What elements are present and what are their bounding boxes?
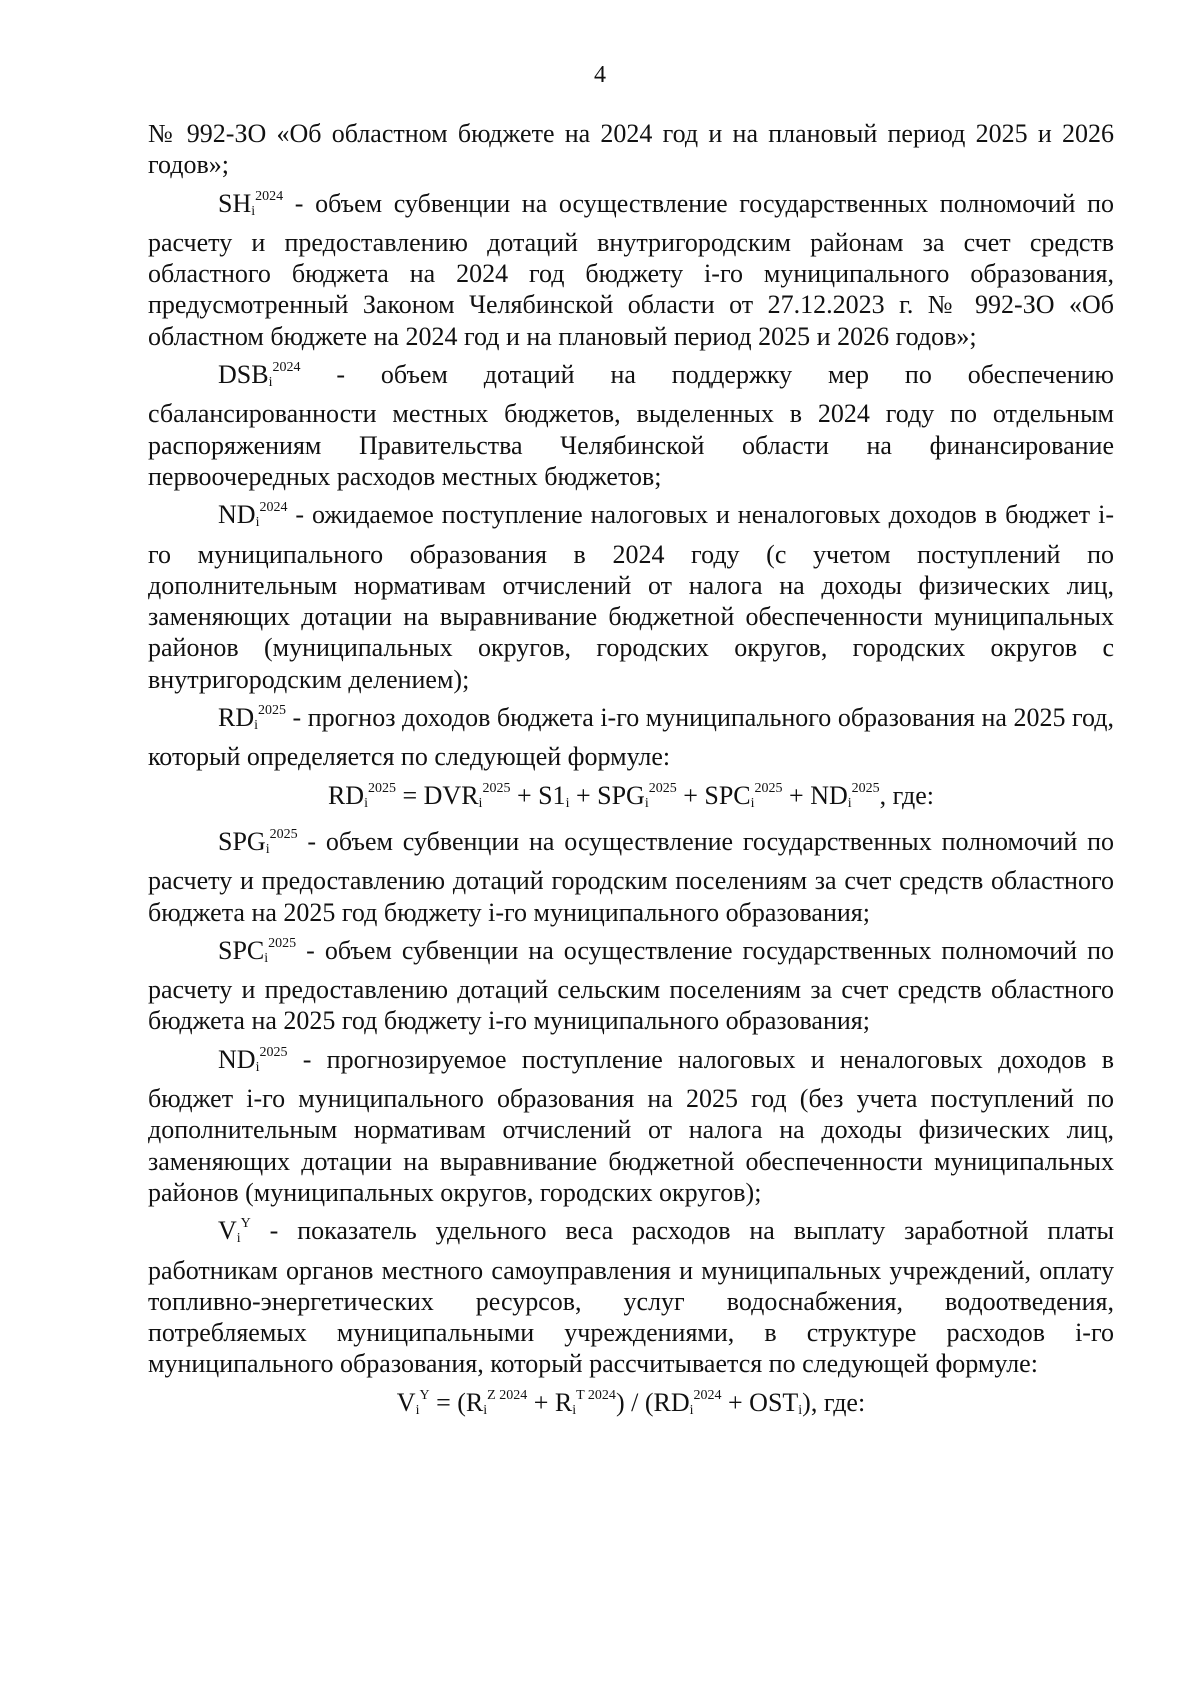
subscript: i xyxy=(689,1402,694,1418)
subscript: i xyxy=(268,375,273,391)
definition-nd-2024 xyxy=(148,492,1114,695)
subscript: i xyxy=(483,1402,488,1418)
definition-text: - объем субвенции на осуществление государственных полномочий по расчету и предоставлению дотаций сельским поселениям за счет средств областного бюджета на 2025 год бюджету i-го муниципального образования; xyxy=(148,935,1114,1036)
subscript: i xyxy=(236,1231,241,1247)
superscript: 2024 xyxy=(259,500,288,516)
superscript: 2025 xyxy=(258,703,287,719)
formula-term: + R xyxy=(527,1387,573,1417)
formula-term: + S1 xyxy=(510,780,566,810)
definition-nd-2025 xyxy=(148,1037,1114,1208)
symbol: DSB xyxy=(218,360,269,390)
subscript: i xyxy=(251,203,256,219)
subscript: i xyxy=(415,1402,420,1418)
superscript: 2025 xyxy=(269,826,298,842)
definition-text: - объем субвенции на осуществление государственных полномочий по расчету и предоставлению дотаций городским поселениям за счет средств областного бюджета на 2025 год бюджету i-го муниципального образования; xyxy=(148,826,1114,927)
subscript: i xyxy=(254,718,259,734)
superscript: 2025 xyxy=(851,780,880,796)
superscript: 2025 xyxy=(259,1044,288,1060)
subscript: i xyxy=(644,795,649,811)
definition-spg xyxy=(148,819,1114,928)
superscript: 2024 xyxy=(272,360,301,376)
definition-dsb xyxy=(148,352,1114,492)
superscript: 2025 xyxy=(648,780,677,796)
subscript: i xyxy=(478,795,483,811)
formula-term: V xyxy=(396,1387,416,1417)
subscript: i xyxy=(264,950,269,966)
formula-term: ) / (RD xyxy=(615,1387,690,1417)
definition-rd-2025 xyxy=(148,695,1114,773)
subscript: i xyxy=(255,1059,260,1075)
formula-term: = DVR xyxy=(395,780,479,810)
formula-rd xyxy=(148,773,1114,819)
page-number: 4 xyxy=(594,62,606,88)
subscript: i xyxy=(255,515,260,531)
definition-text: - ожидаемое поступление налоговых и неналоговых доходов в бюджет i-го муниципального образования в 2024 году (с учетом поступлений по дополнительным нормативам отчислений от налога на доходы физических лиц, заменяющих дотации на выравнивание бюджетной обеспеченности муниципальных районов (муниципальных округов, городских округов, городских округов с внутригородским делением); xyxy=(148,500,1114,694)
symbol: SH xyxy=(218,188,252,218)
definition-text: - показатель удельного веса расходов на выплату заработной платы работникам органов местного самоуправления и муниципальных учреждений, оплату топливно-энергетических ресурсов, услуг водоснабжения, водоотведения, потребляемых муниципальными учреждениями, в структуре расходов i-го муниципального образования, который рассчитывается по следующей формуле: xyxy=(148,1216,1114,1379)
definition-v xyxy=(148,1208,1114,1379)
document-body xyxy=(148,118,1114,1426)
formula-v xyxy=(148,1380,1114,1426)
subscript: i xyxy=(364,795,368,811)
superscript: Y xyxy=(240,1216,251,1232)
superscript: Z 2024 xyxy=(487,1387,528,1403)
superscript: 2025 xyxy=(268,935,297,951)
symbol: RD xyxy=(218,703,255,733)
symbol: SPC xyxy=(218,935,265,965)
subscript: i xyxy=(265,841,270,857)
definition-text: - объем субвенции на осуществление государственных полномочий по расчету и предоставлению дотаций внутригородским районам за счет средств областного бюджета на 2024 год бюджету i-го муниципального образования, предусмотренный Законом Челябинской области от 27.12.2023 г. № 992-ЗО «Об областном бюджете на 2024 год и на плановый период 2025 и 2026 годов»; xyxy=(148,188,1114,351)
definition-text: - прогноз доходов бюджета i-го муниципального образования на 2025 год, который определяется по следующей формуле: xyxy=(148,703,1114,772)
formula-term: = (R xyxy=(429,1387,484,1417)
subscript: i xyxy=(572,1402,577,1418)
superscript: Y xyxy=(419,1387,430,1403)
definition-spc xyxy=(148,928,1114,1037)
formula-tail: ), где: xyxy=(802,1387,866,1417)
subscript: i xyxy=(798,1402,803,1418)
formula-tail: , где: xyxy=(879,780,935,810)
definition-text: - прогнозируемое поступление налоговых и неналоговых доходов в бюджет i-го муниципального образования на 2025 год (без учета поступлений по дополнительным нормативам отчислений от налога на доходы физических лиц, заменяющих дотации на выравнивание бюджетной обеспеченности муниципальных районов (муниципальных округов, городских округов); xyxy=(148,1044,1114,1207)
superscript: T 2024 xyxy=(576,1387,616,1403)
paragraph-law-reference: № 992-ЗО «Об областном бюджете на 2024 год и на плановый период 2025 и 2026 годов»; xyxy=(148,119,1114,180)
definition-sh xyxy=(148,181,1114,352)
superscript: 2025 xyxy=(754,780,783,796)
formula-term: + ND xyxy=(782,780,848,810)
symbol: SPG xyxy=(218,826,266,856)
superscript: 2025 xyxy=(367,780,396,796)
symbol: ND xyxy=(218,1044,256,1074)
formula-term: RD xyxy=(327,780,365,810)
superscript: 2025 xyxy=(482,780,511,796)
definition-text: - объем дотаций на поддержку мер по обеспечению сбалансированности местных бюджетов, выделенных в 2024 году по отдельным распоряжениям Правительства Челябинской области на финансирование первоочередных расходов местных бюджетов; xyxy=(148,360,1114,491)
formula-term: + SPC xyxy=(676,780,751,810)
subscript: i xyxy=(565,795,570,811)
symbol: V xyxy=(218,1216,237,1246)
formula-term: + OST xyxy=(721,1387,799,1417)
subscript: i xyxy=(750,795,755,811)
symbol: ND xyxy=(218,500,256,530)
superscript: 2024 xyxy=(255,188,284,204)
formula-term: + SPG xyxy=(569,780,645,810)
superscript: 2024 xyxy=(693,1387,722,1403)
subscript: i xyxy=(847,795,852,811)
